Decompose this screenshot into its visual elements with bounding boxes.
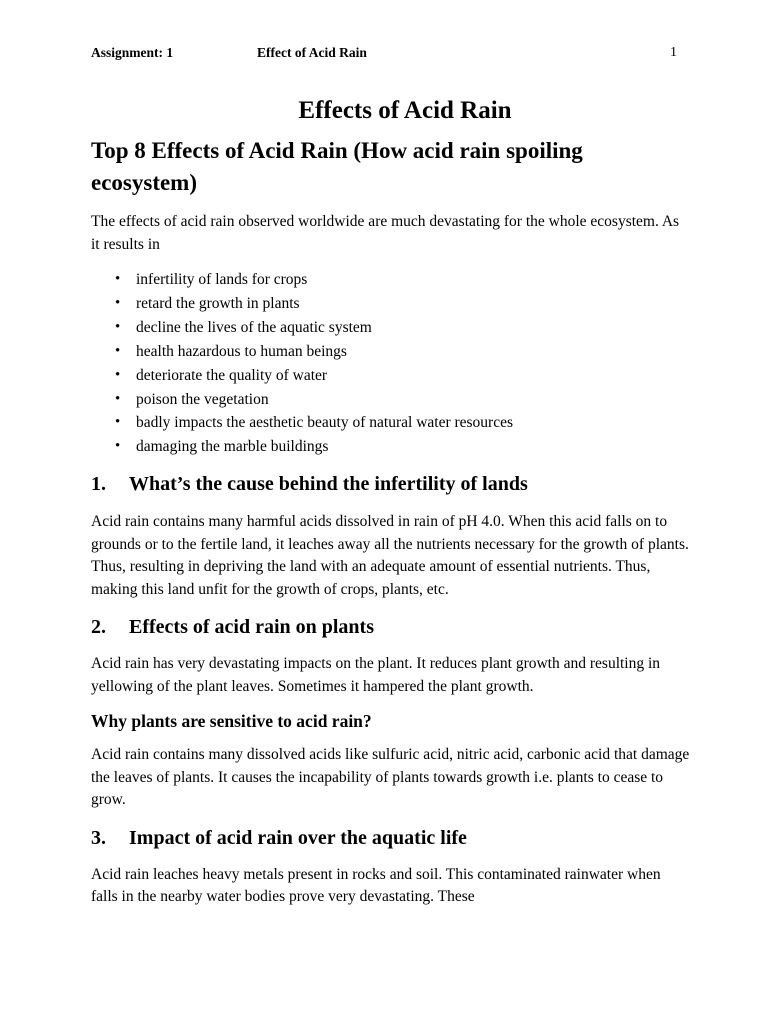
section-2-body: Acid rain has very devastating impacts on the plant. It reduces plant growth and resulting in yellowing of the plant leaves. Sometimes it hampered the plant growth. xyxy=(91,655,661,695)
section-number: 2. xyxy=(91,616,106,639)
section-heading-text: Impact of acid rain over the aquatic life xyxy=(129,826,467,849)
document-subtitle: Top 8 Effects of Acid Rain (How acid rain spoiling ecosystem) xyxy=(91,138,583,195)
list-item: • retard the growth in plants xyxy=(136,292,691,316)
list-item: • decline the lives of the aquatic system xyxy=(136,316,691,340)
section-number: 1. xyxy=(91,473,106,496)
section-2-sub-body: Acid rain contains many dissolved acids like sulfuric acid, nitric acid, carbonic acid that damage the leaves of plants. It causes the incapability of plants towards growth i.e. plants to cease to grow. xyxy=(91,746,690,809)
header-title: Effect of Acid Rain xyxy=(257,45,367,60)
effects-list xyxy=(91,268,691,459)
running-header xyxy=(91,45,677,65)
list-item: • damaging the marble buildings xyxy=(136,435,691,459)
section-heading-text: What’s the cause behind the infertility of lands xyxy=(129,473,528,496)
header-assignment: Assignment: 1 xyxy=(91,45,174,60)
list-item: • infertility of lands for crops xyxy=(136,268,691,292)
section-heading-text: Effects of acid rain on plants xyxy=(129,616,374,639)
section-1-heading xyxy=(91,470,691,498)
section-3-body: Acid rain leaches heavy metals present in rocks and soil. This contaminated rainwater when falls in the nearby water bodies prove very devastating. These xyxy=(91,865,661,906)
intro-paragraph: The effects of acid rain observed worldwide are much devastating for the whole ecosystem. As it results in xyxy=(91,213,680,253)
list-item: • poison the vegetation xyxy=(136,388,691,412)
document-title: Effects of Acid Rain xyxy=(298,97,512,124)
section-3-heading xyxy=(91,824,691,852)
list-item: • badly impacts the aesthetic beauty of natural water resources xyxy=(136,411,691,435)
section-1-body: Acid rain contains many harmful acids dissolved in rain of pH 4.0. When this acid falls on to grounds or to the fertile land, it leaches away all the nutrients necessary for the growth of plants. Thus, resulting in depriving the land with an adequate amount of essential nutrients. Thus, making this land unfit for the growth of crops, plants, etc. xyxy=(91,513,689,598)
section-2-heading xyxy=(91,613,691,641)
list-item: • deteriorate the quality of water xyxy=(136,364,691,388)
list-item: • health hazardous to human beings xyxy=(136,340,691,364)
section-2-subheading: Why plants are sensitive to acid rain? xyxy=(91,711,372,732)
document-body xyxy=(91,92,691,909)
page-number: 1 xyxy=(670,45,677,60)
section-number: 3. xyxy=(91,826,106,849)
